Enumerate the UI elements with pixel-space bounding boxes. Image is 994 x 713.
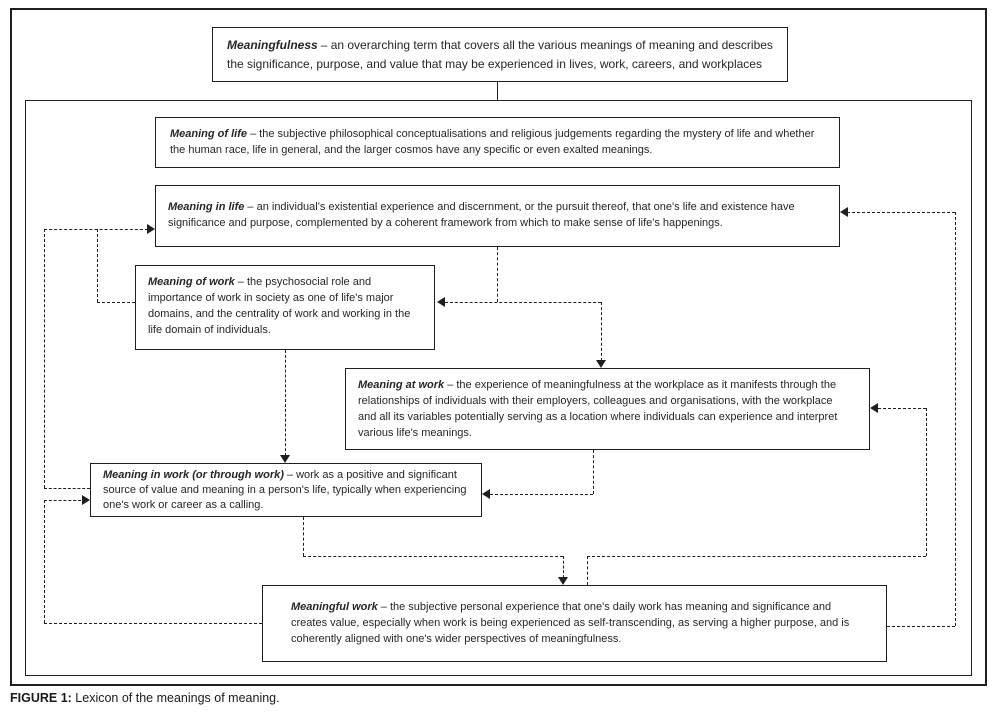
connector-line (887, 626, 955, 627)
box-meaning-of-work-term: Meaning of work (148, 276, 235, 288)
connector-line (445, 302, 601, 303)
box-meaningfulness (212, 27, 788, 82)
connector-line (44, 229, 45, 488)
connector-line (587, 556, 588, 585)
connector-line (44, 623, 262, 624)
connector-line (44, 500, 45, 623)
box-meaning-in-work-term: Meaning in work (or through work) (103, 469, 284, 481)
arrowhead-into-meaning-at-work-top (596, 360, 606, 368)
box-meaningfulness-description: – an overarching term that covers all the various meanings of meaning and describes the significance, purpose, and value that may be experienced in lives, work, careers, and workplaces (227, 38, 773, 71)
figure-caption (10, 691, 280, 705)
arrowhead-into-meaning-in-work-left (82, 495, 90, 505)
connector-line (97, 229, 98, 302)
figure-caption-text: Lexicon of the meanings of meaning. (75, 691, 280, 705)
connector-line (926, 408, 927, 556)
box-meaning-at-work-description: – the experience of meaningfulness at the workplace as it manifests through the relationships of individuals with their employers, colleagues and organisations, with the workplace and all its variables potentially serving as a location where individuals can experience and interpret various life's meanings. (358, 379, 838, 439)
connector-line (303, 556, 563, 557)
box-meaning-of-life (155, 117, 840, 168)
connector-line (563, 556, 564, 578)
connector-line (847, 212, 955, 213)
box-meaningful-work-description: – the subjective personal experience that one's daily work has meaning and significance and creates value, especially when work is being experienced as self-transcending, as serving a higher purpose, and is coherently aligned with one's wider perspectives of meaningfulness. (291, 601, 850, 645)
box-meaning-in-life-description: – an individual's existential experience and discernment, or the pursuit thereof, that one's life and existence have significance and purpose, complemented by a coherent framework from which to make sense of life's happenings. (168, 201, 795, 229)
box-meaning-in-work (90, 463, 482, 517)
connector-line (44, 229, 148, 230)
connector-line (44, 500, 81, 501)
connector-line (878, 408, 926, 409)
arrowhead-into-meaning-at-work-right (870, 403, 878, 413)
connector-line (44, 488, 90, 489)
arrowhead-into-meaning-in-life-left (147, 224, 155, 234)
connector-line (955, 212, 956, 626)
connector-line (497, 247, 498, 302)
box-meaning-of-life-description: – the subjective philosophical conceptualisations and religious judgements regarding the mystery of life and whether the human race, life in general, and the larger cosmos have any specific or even exalted meanings. (170, 128, 815, 156)
figure-caption-label: FIGURE 1: (10, 691, 72, 705)
arrowhead-into-meaning-in-work-top (280, 455, 290, 463)
connector-line (593, 450, 594, 494)
box-meaningfulness-term: Meaningfulness (227, 38, 318, 52)
box-meaning-at-work-term: Meaning at work (358, 379, 445, 391)
box-meaning-at-work (345, 368, 870, 450)
box-meaning-in-work-description: – work as a positive and significant source of value and meaning in a person's life, typically when experiencing one's work or career as a calling. (103, 469, 467, 511)
connector-line (303, 517, 304, 556)
connector-line (497, 82, 498, 100)
connector-line (490, 494, 593, 495)
arrowhead-into-meaningful-work-top (558, 577, 568, 585)
connector-line (97, 302, 135, 303)
arrowhead-into-meaning-in-life-right (840, 207, 848, 217)
connector-line (601, 302, 602, 361)
connector-line (587, 556, 926, 557)
connector-line (285, 350, 286, 456)
arrowhead-into-meaning-of-work-right (437, 297, 445, 307)
box-meaning-of-work-description: – the psychosocial role and importance of work in society as one of life's major domains, and the centrality of work and working in the life domain of individuals. (148, 276, 411, 336)
arrowhead-into-meaning-in-work-right (482, 489, 490, 499)
box-meaning-of-work (135, 265, 435, 350)
box-meaning-of-life-term: Meaning of life (170, 128, 247, 140)
box-meaningful-work-term: Meaningful work (291, 601, 378, 613)
box-meaningful-work (262, 585, 887, 662)
box-meaning-in-life (155, 185, 840, 247)
box-meaning-in-life-term: Meaning in life (168, 201, 245, 213)
